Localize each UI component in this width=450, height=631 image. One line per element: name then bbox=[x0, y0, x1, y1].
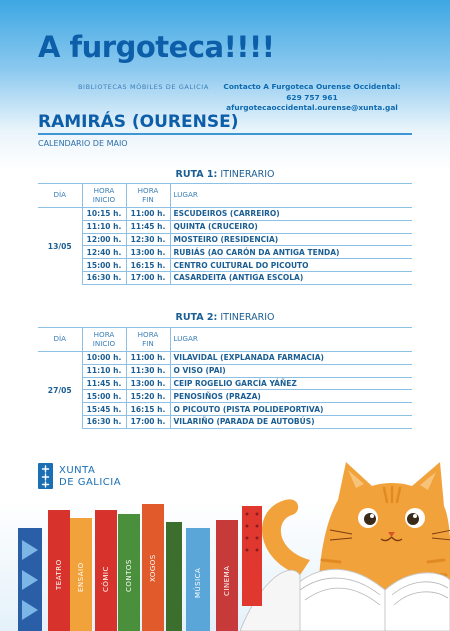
stop-end: 12:30 h. bbox=[126, 233, 170, 246]
stop-start: 11:10 h. bbox=[82, 220, 126, 233]
book-label: CONTOS bbox=[125, 559, 133, 592]
stop-place: CEIP ROGELIO GARCÍA YÁÑEZ bbox=[170, 377, 412, 390]
header-place: LUGAR bbox=[170, 328, 412, 352]
header-day: DÍA bbox=[38, 184, 82, 208]
table-row bbox=[38, 403, 412, 416]
stop-place: CASARDEITA (ANTIGA ESCOLA) bbox=[170, 271, 412, 284]
stop-start: 11:45 h. bbox=[82, 377, 126, 390]
brand-title: A furgoteca!!!! bbox=[38, 30, 275, 64]
route-2-label: RUTA 2: bbox=[175, 312, 218, 323]
table-row bbox=[38, 233, 412, 246]
stop-end: 16:15 h. bbox=[126, 403, 170, 416]
stop-start: 10:00 h. bbox=[82, 352, 126, 365]
brand-subtitle: BIBLIOTECAS MÓBILES DE GALICIA bbox=[78, 83, 209, 91]
stop-end: 11:00 h. bbox=[126, 352, 170, 365]
header-day: DÍA bbox=[38, 328, 82, 352]
stop-place: CENTRO CULTURAL DO PICOUTO bbox=[170, 259, 412, 272]
page-title: RAMIRÁS (OURENSE) bbox=[38, 112, 239, 132]
table-row bbox=[38, 271, 412, 284]
stop-start: 15:00 h. bbox=[82, 259, 126, 272]
stop-end: 17:00 h. bbox=[126, 271, 170, 284]
cat-tail bbox=[262, 499, 310, 575]
header-end: HORA FIN bbox=[126, 328, 170, 352]
stop-start: 12:40 h. bbox=[82, 246, 126, 259]
books-and-cat-illustration bbox=[0, 440, 450, 631]
route-1-label-rest: ITINERARIO bbox=[217, 169, 275, 180]
calendar-subtitle: CALENDARIO DE MAIO bbox=[38, 139, 128, 148]
book-label: CINEMA bbox=[223, 565, 231, 596]
title-divider bbox=[38, 133, 412, 135]
header-end: HORA FIN bbox=[126, 184, 170, 208]
route-2-label-rest: ITINERARIO bbox=[217, 312, 275, 323]
route-1-heading bbox=[38, 169, 412, 180]
table-row bbox=[38, 208, 412, 221]
header-place: LUGAR bbox=[170, 184, 412, 208]
table-header-row bbox=[38, 184, 412, 208]
stop-end: 13:00 h. bbox=[126, 246, 170, 259]
stop-start: 16:30 h. bbox=[82, 415, 126, 428]
stop-place: MOSTEIRO (RESIDENCIA) bbox=[170, 233, 412, 246]
xunta-wordmark: XUNTA DE GALICIA bbox=[59, 465, 122, 488]
book-spine-dots bbox=[242, 506, 262, 606]
stop-start: 11:10 h. bbox=[82, 364, 126, 377]
table-row bbox=[38, 377, 412, 390]
stop-place: VILAVIDAL (EXPLANADA FARMACIA) bbox=[170, 352, 412, 365]
header-start: HORA INICIO bbox=[82, 328, 126, 352]
stop-place: ESCUDEIROS (CARREIRO) bbox=[170, 208, 412, 221]
table-row bbox=[38, 415, 412, 428]
table-row bbox=[38, 352, 412, 365]
stop-place: PENOSIÑOS (PRAZA) bbox=[170, 390, 412, 403]
book-label: TEATRO bbox=[55, 559, 63, 590]
contact-email[interactable]: afurgotecaoccidental.ourense@xunta.gal bbox=[226, 103, 398, 113]
table-row bbox=[38, 220, 412, 233]
stop-end: 15:20 h. bbox=[126, 390, 170, 403]
table-row bbox=[38, 259, 412, 272]
book-label: CÓMIC bbox=[102, 566, 110, 592]
stop-end: 11:30 h. bbox=[126, 364, 170, 377]
route-2-table bbox=[38, 327, 412, 429]
route-2-day: 27/05 bbox=[38, 352, 82, 429]
table-row bbox=[38, 246, 412, 259]
contact-heading: Contacto A Furgoteca Ourense Occidental: bbox=[223, 82, 401, 91]
stop-end: 13:00 h. bbox=[126, 377, 170, 390]
route-1-table bbox=[38, 183, 412, 285]
stop-place: VILARIÑO (PARADA DE AUTOBÚS) bbox=[170, 415, 412, 428]
stop-place: O VISO (PAI) bbox=[170, 364, 412, 377]
stop-start: 10:15 h. bbox=[82, 208, 126, 221]
book-label: XOGOS bbox=[149, 554, 157, 582]
stop-place: O PICOUTO (PISTA POLIDEPORTIVA) bbox=[170, 403, 412, 416]
stop-place: RUBIÁS (AO CARÓN DA ANTIGA TENDA) bbox=[170, 246, 412, 259]
stop-place: QUINTA (CRUCEIRO) bbox=[170, 220, 412, 233]
route-1-label: RUTA 1: bbox=[175, 169, 218, 180]
stop-start: 16:30 h. bbox=[82, 271, 126, 284]
header-start: HORA INICIO bbox=[82, 184, 126, 208]
stop-end: 16:15 h. bbox=[126, 259, 170, 272]
book-label: ENSAIO bbox=[77, 562, 85, 592]
table-row bbox=[38, 364, 412, 377]
stop-start: 15:00 h. bbox=[82, 390, 126, 403]
book-label: MÚSICA bbox=[194, 567, 202, 598]
stop-start: 15:45 h. bbox=[82, 403, 126, 416]
contact-phone[interactable]: 629 757 961 bbox=[286, 92, 338, 102]
stop-end: 17:00 h. bbox=[126, 415, 170, 428]
contact-block bbox=[207, 82, 417, 114]
stop-end: 11:00 h. bbox=[126, 208, 170, 221]
stop-start: 12:00 h. bbox=[82, 233, 126, 246]
table-header-row bbox=[38, 328, 412, 352]
table-row bbox=[38, 390, 412, 403]
book-spine-green bbox=[166, 522, 182, 631]
route-2-heading bbox=[38, 312, 412, 323]
route-1-day: 13/05 bbox=[38, 208, 82, 285]
stop-end: 11:45 h. bbox=[126, 220, 170, 233]
